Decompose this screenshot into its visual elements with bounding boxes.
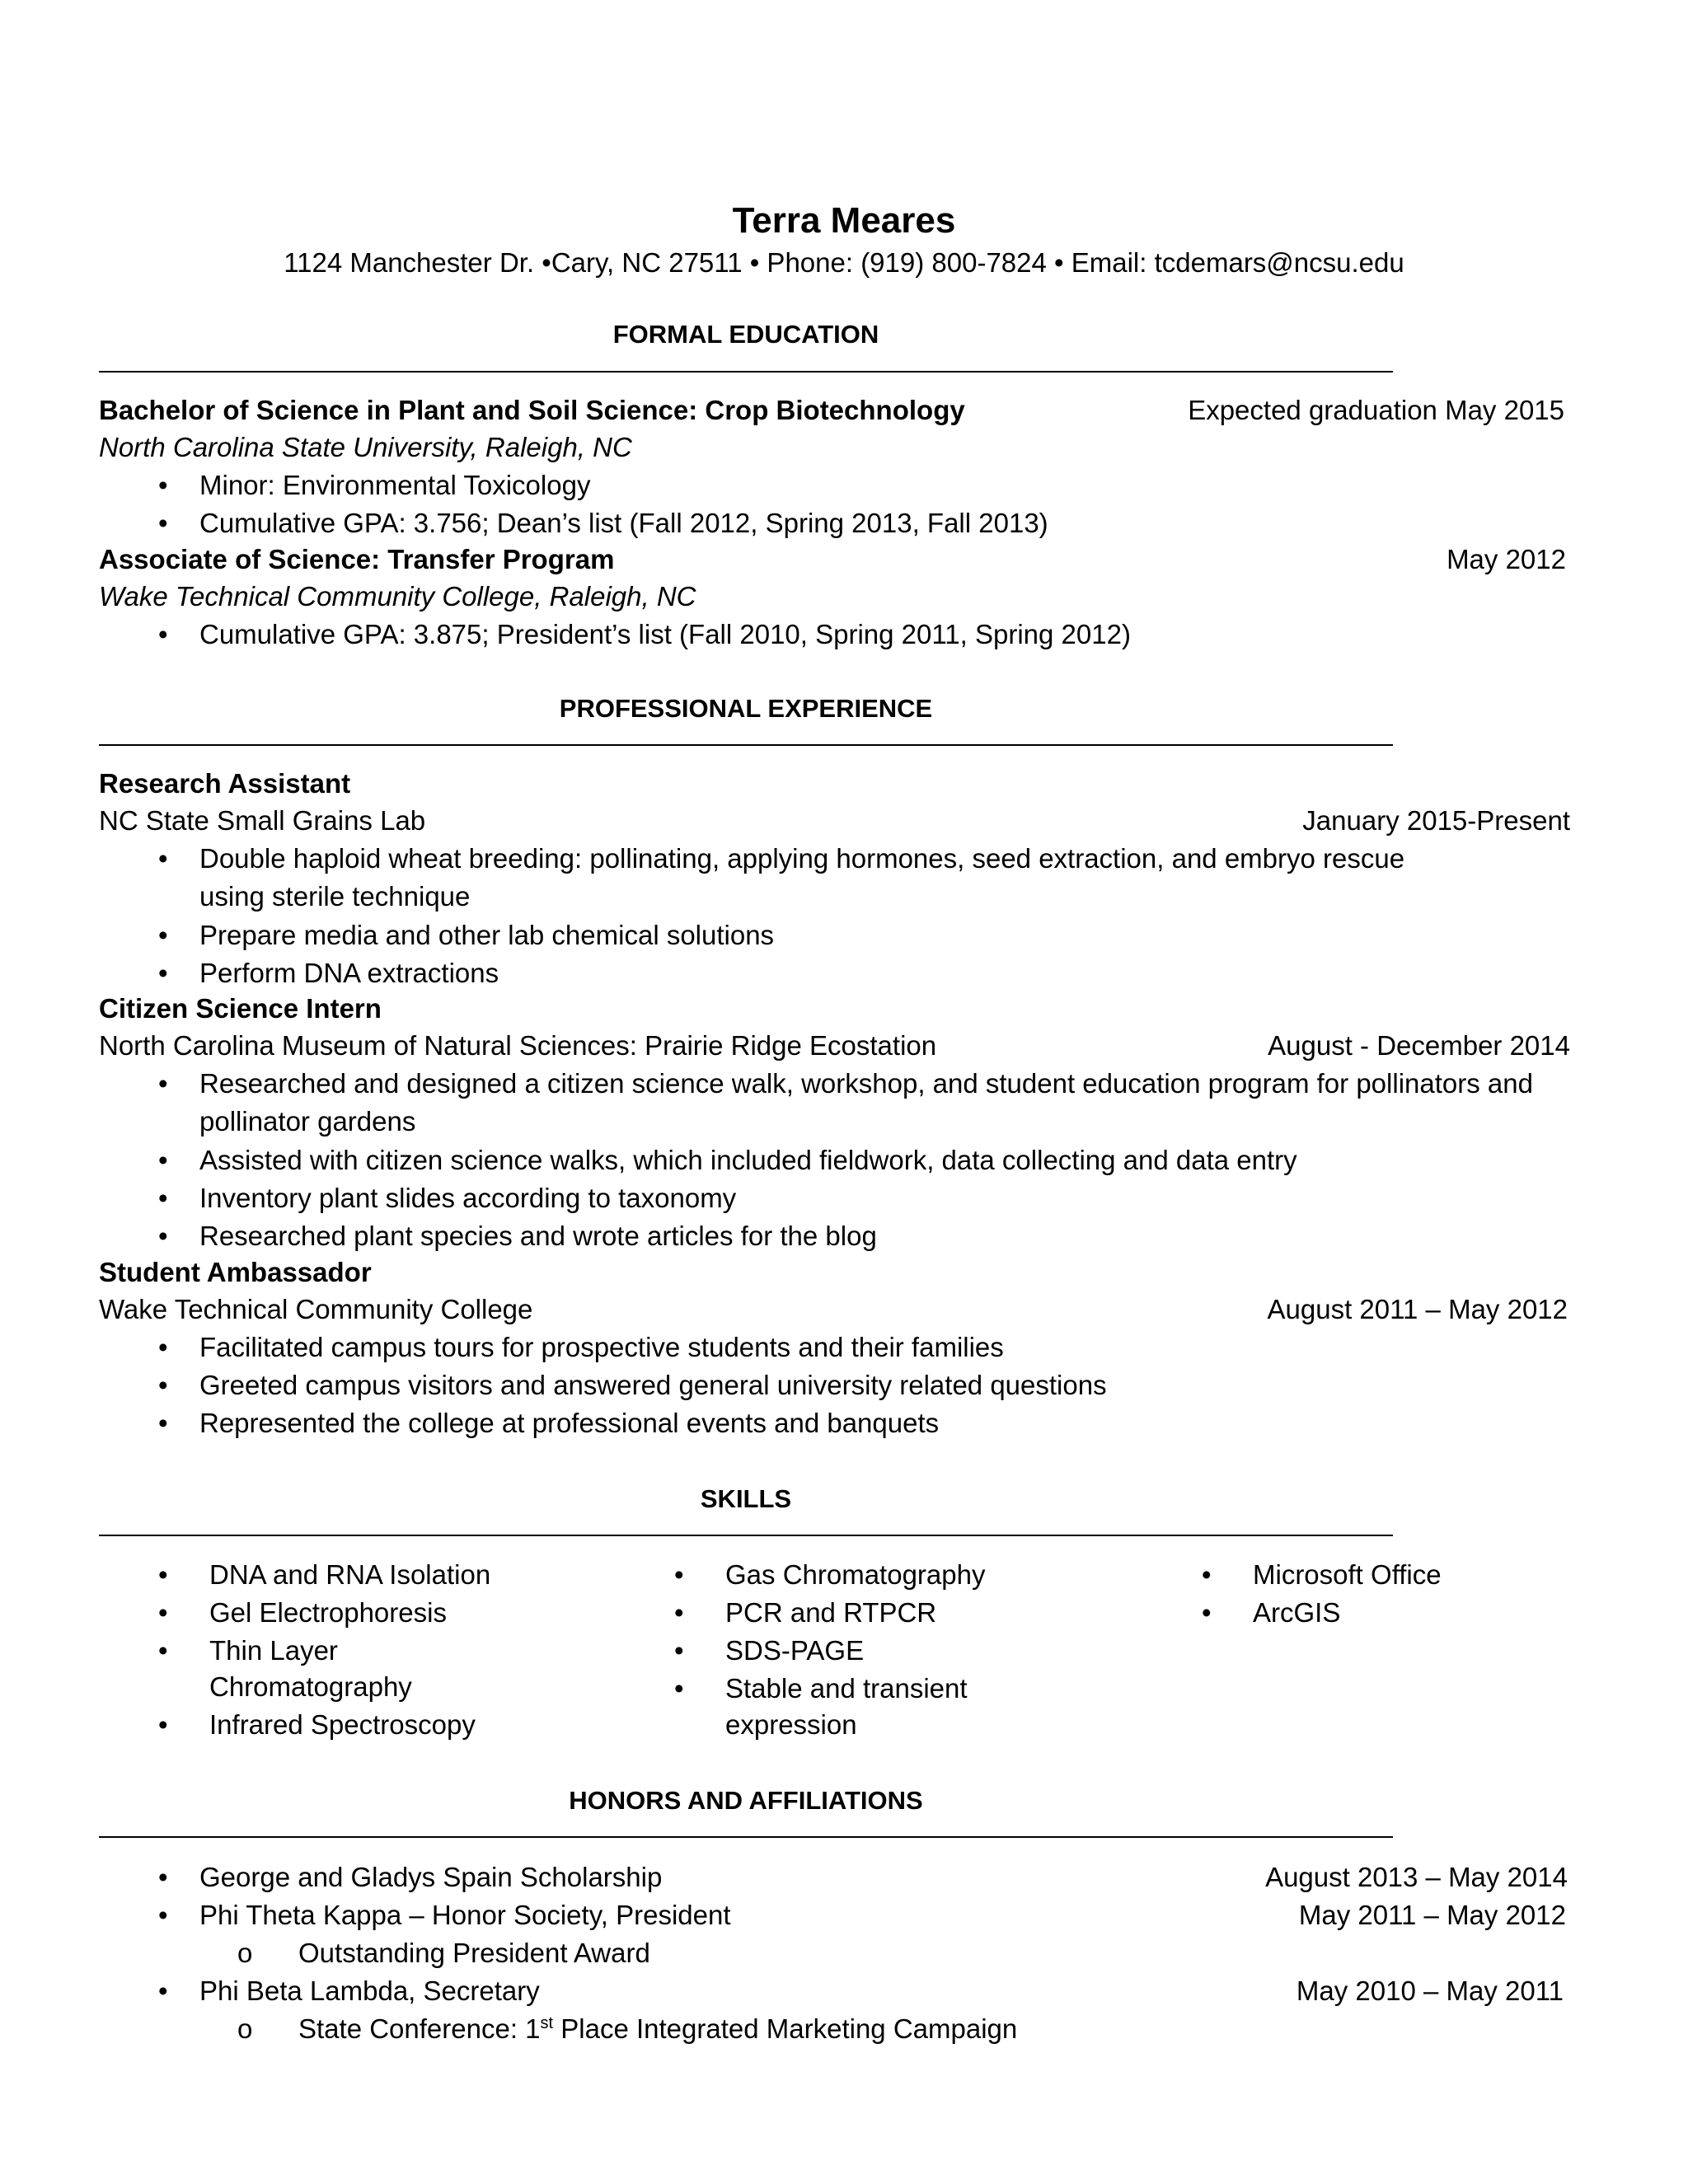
bullet-glyph: • xyxy=(158,1183,168,1213)
skill-text: PCR and RTPCR xyxy=(725,1597,937,1628)
bullet-glyph: • xyxy=(158,1370,168,1400)
honor-date: May 2011 – May 2012 xyxy=(1298,1900,1566,1930)
list-item xyxy=(99,840,1409,916)
list-item-text: George and Gladys Spain Scholarship xyxy=(199,1862,663,1892)
skill-text: Infrared Spectroscopy xyxy=(209,1709,476,1740)
skill-text: SDS-PAGE xyxy=(725,1635,865,1666)
bullet-glyph: • xyxy=(158,1332,168,1362)
bullet-glyph: • xyxy=(158,1221,168,1251)
list-item xyxy=(674,1671,1022,1743)
list-item-text: Facilitated campus tours for prospective students and their families xyxy=(199,1332,1004,1362)
list-item-text: Prepare media and other lab chemical solutions xyxy=(199,920,775,950)
job-title: Student Ambassador xyxy=(99,1257,372,1287)
skills-column-1 xyxy=(158,1557,620,1745)
candidate-name: Terra Meares xyxy=(732,200,956,241)
section-divider xyxy=(99,744,1393,746)
list-item-text: Cumulative GPA: 3.875; President’s list (Fall 2010, Spring 2011, Spring 2012) xyxy=(199,619,1131,649)
list-item xyxy=(158,1707,620,1743)
list-item-text: Greeted campus visitors and answered general university related questions xyxy=(199,1370,1107,1400)
job-date: January 2015-Present xyxy=(1302,805,1570,836)
bullet-glyph: • xyxy=(158,1145,168,1175)
bullet-glyph: • xyxy=(674,1635,684,1666)
job-date: August 2011 – May 2012 xyxy=(1267,1294,1568,1324)
list-item xyxy=(674,1595,1070,1631)
employer: Wake Technical Community College xyxy=(99,1294,533,1324)
bullet-glyph: • xyxy=(158,1635,168,1666)
list-item xyxy=(674,1633,1070,1669)
list-item-text: Phi Beta Lambda, Secretary xyxy=(199,1975,540,2006)
section-divider xyxy=(99,1836,1393,1838)
list-item xyxy=(99,1065,1582,1141)
honor-date: May 2010 – May 2011 xyxy=(1296,1975,1564,2006)
bullet-glyph: • xyxy=(158,1068,168,1099)
bullet-glyph: • xyxy=(1202,1597,1212,1628)
skill-text: Microsoft Office xyxy=(1253,1559,1442,1590)
list-item-text: Phi Theta Kappa – Honor Society, President xyxy=(199,1900,731,1930)
degree-date: Expected graduation May 2015 xyxy=(1188,395,1564,425)
skills-column-2 xyxy=(674,1557,1070,1745)
list-item xyxy=(158,1633,424,1705)
job-date: August - December 2014 xyxy=(1268,1030,1570,1061)
bullet-glyph: • xyxy=(1202,1559,1212,1590)
list-item-text xyxy=(298,2010,1017,2048)
job-title: Citizen Science Intern xyxy=(99,993,382,1024)
bullet-glyph: • xyxy=(158,619,168,649)
list-item xyxy=(158,1595,620,1631)
sub-bullet-glyph: o xyxy=(237,1938,253,1968)
list-item-text: Assisted with citizen science walks, which included fieldwork, data collecting and data entry xyxy=(199,1145,1297,1175)
award-text: State Conference: 1 xyxy=(298,2013,541,2044)
bullet-glyph: • xyxy=(674,1597,684,1628)
bullet-glyph: • xyxy=(674,1673,684,1704)
bullet-glyph: • xyxy=(158,470,168,500)
bullet-glyph: • xyxy=(158,508,168,538)
list-item xyxy=(1202,1595,1531,1631)
list-item-text: Minor: Environmental Toxicology xyxy=(199,470,591,500)
degree-title: Bachelor of Science in Plant and Soil Science: Crop Biotechnology xyxy=(99,395,965,425)
list-item-text: Double haploid wheat breeding: pollinating, applying hormones, seed extraction, and embryo rescue using sterile technique xyxy=(199,843,1405,912)
bullet-glyph: • xyxy=(158,1862,168,1892)
bullet-glyph: • xyxy=(158,843,168,874)
list-item-text: Inventory plant slides according to taxonomy xyxy=(199,1183,737,1213)
section-divider xyxy=(99,371,1393,373)
section-title-skills: SKILLS xyxy=(700,1484,792,1513)
job-title: Research Assistant xyxy=(99,768,351,799)
bullet-glyph: • xyxy=(674,1559,684,1590)
degree-date: May 2012 xyxy=(1447,544,1566,574)
skill-text: Thin Layer Chromatography xyxy=(209,1635,412,1702)
list-item-text: Researched and designed a citizen science walk, workshop, and student education program for pollinators and pollinator gardens xyxy=(199,1068,1533,1137)
employer: North Carolina Museum of Natural Sciences: Prairie Ridge Ecostation xyxy=(99,1030,937,1061)
list-item-text: Perform DNA extractions xyxy=(199,958,499,988)
ordinal-suffix: st xyxy=(540,2014,554,2032)
honor-date: August 2013 – May 2014 xyxy=(1265,1862,1568,1892)
section-divider xyxy=(99,1535,1393,1536)
bullet-glyph: • xyxy=(158,1975,168,2006)
list-item xyxy=(1202,1557,1531,1593)
bullet-glyph: • xyxy=(158,1408,168,1438)
skill-text: ArcGIS xyxy=(1253,1597,1341,1628)
sub-bullet-glyph: o xyxy=(237,2013,253,2044)
bullet-glyph: • xyxy=(158,1709,168,1740)
skill-text: Gel Electrophoresis xyxy=(209,1597,447,1628)
school-name: Wake Technical Community College, Raleigh, NC xyxy=(99,581,696,612)
bullet-glyph: • xyxy=(158,1900,168,1930)
list-item-text: Outstanding President Award xyxy=(298,1938,650,1968)
bullet-glyph: • xyxy=(158,958,168,988)
bullet-glyph: • xyxy=(158,1597,168,1628)
section-title-honors: HONORS AND AFFILIATIONS xyxy=(569,1786,923,1815)
section-title-experience: PROFESSIONAL EXPERIENCE xyxy=(559,694,933,723)
list-item-text: Researched plant species and wrote articles for the blog xyxy=(199,1221,877,1251)
skill-text: Gas Chromatography xyxy=(725,1559,986,1590)
contact-line: 1124 Manchester Dr. •Cary, NC 27511 • Phone: (919) 800-7824 • Email: tcdemars@ncsu.edu xyxy=(284,247,1404,278)
skill-text: Stable and transient expression xyxy=(725,1673,968,1740)
award-text: Place Integrated Marketing Campaign xyxy=(553,2013,1018,2044)
list-item-text: Cumulative GPA: 3.756; Dean’s list (Fall 2012, Spring 2013, Fall 2013) xyxy=(199,508,1048,538)
bullet-glyph: • xyxy=(158,1559,168,1590)
school-name: North Carolina State University, Raleigh, NC xyxy=(99,432,632,462)
list-item-text: Represented the college at professional events and banquets xyxy=(199,1408,940,1438)
employer: NC State Small Grains Lab xyxy=(99,805,426,836)
section-title-education: FORMAL EDUCATION xyxy=(612,320,879,349)
degree-title: Associate of Science: Transfer Program xyxy=(99,544,615,574)
bullet-glyph: • xyxy=(158,920,168,950)
list-item xyxy=(674,1557,1070,1593)
list-item xyxy=(158,1557,620,1593)
skills-column-3 xyxy=(1202,1557,1531,1633)
skill-text: DNA and RNA Isolation xyxy=(209,1559,491,1590)
